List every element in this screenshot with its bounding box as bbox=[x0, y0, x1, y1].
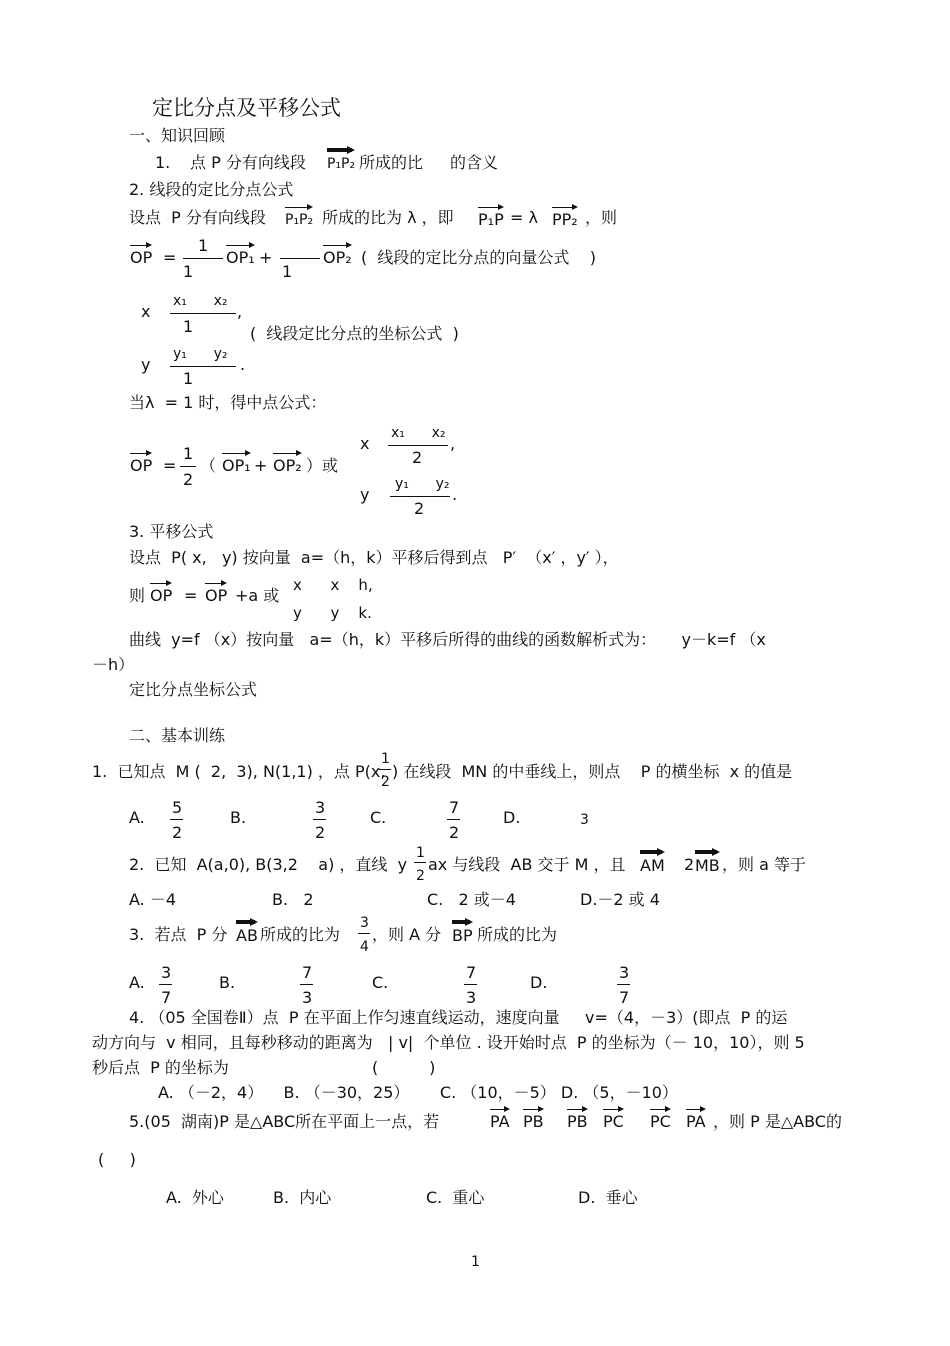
fraction-numerator: x₁ x₂ bbox=[173, 293, 228, 309]
vector-bp: BP bbox=[452, 926, 473, 945]
fraction-denominator: 7 bbox=[619, 988, 630, 1007]
vector-pb: PB bbox=[523, 1112, 544, 1131]
fraction-bar bbox=[390, 496, 450, 497]
item3-heading: 3. 平移公式 bbox=[129, 522, 214, 541]
q4-line3: 秒后点 P 的坐标为 bbox=[92, 1058, 229, 1077]
fraction-denominator: 2 bbox=[381, 774, 390, 790]
q1-text-a: 1. 已知点 M ( 2, 3), N(1,1) ，点 P(x, bbox=[92, 762, 386, 781]
item1-number: 1. bbox=[155, 153, 171, 172]
def-text-a: 设点 P 分有向线段 bbox=[129, 208, 266, 227]
item1-text: 点 P 分有向线段 bbox=[190, 153, 306, 172]
var-y: y bbox=[141, 355, 151, 374]
vector-mb: MB bbox=[695, 856, 720, 875]
page-title: 定比分点及平移公式 bbox=[152, 96, 341, 120]
fraction-bar bbox=[183, 258, 223, 259]
item1-text-2: 所成的比 bbox=[359, 153, 424, 172]
fraction-denominator: 2 bbox=[315, 823, 326, 842]
q2-text-c: ，则 a 等于 bbox=[722, 855, 806, 874]
translation-then: 则 bbox=[129, 586, 146, 605]
def-text-d: ，则 bbox=[585, 208, 618, 227]
var-y: y bbox=[360, 485, 370, 504]
fraction-bar bbox=[447, 819, 460, 820]
period: . bbox=[240, 355, 246, 374]
q1-text-b: ) 在线段 MN 的中垂线上，则点 P 的横坐标 x 的值是 bbox=[392, 762, 793, 781]
q4-line2: 动方向与 v 相同，且每秒移动的距离为 | v| 个单位 . 设开始时点 P 的坐标为（－ 10，10），则 5 bbox=[92, 1033, 805, 1052]
q1-option-c-label: C. bbox=[370, 808, 387, 827]
section-note: 定比分点坐标公式 bbox=[129, 680, 258, 699]
q5-text-a: 5.(05 湖南)P 是△ABC所在平面上一点，若 bbox=[129, 1112, 440, 1131]
fraction-denominator: 2 bbox=[449, 823, 460, 842]
comma: , bbox=[237, 302, 243, 321]
fraction-denominator: 1 bbox=[282, 262, 293, 281]
fraction-bar bbox=[180, 466, 196, 467]
vector-pp2: PP₂ bbox=[552, 210, 578, 229]
answer-paren: ( ) bbox=[98, 1150, 136, 1169]
fraction-bar bbox=[159, 984, 172, 985]
q2-text-a: 2. 已知 A(a,0), B(3,2 a) ，直线 y bbox=[129, 855, 408, 874]
section-heading-training: 二、基本训练 bbox=[129, 726, 226, 745]
translation-system-y: y y k. bbox=[293, 604, 372, 622]
q5-option-c: C. 重心 bbox=[426, 1188, 485, 1207]
q2-option-d: D.－2 或 4 bbox=[580, 890, 660, 909]
fraction-numerator: 3 bbox=[619, 963, 630, 982]
fraction-bar bbox=[313, 819, 326, 820]
fraction-numerator: 3 bbox=[315, 798, 326, 817]
fraction-denominator: 2 bbox=[172, 823, 183, 842]
q5-text-b: ，则 P 是△ABC的 bbox=[713, 1112, 842, 1131]
fraction-bar bbox=[358, 933, 370, 934]
def-text-c: = λ bbox=[510, 208, 538, 227]
vector-op1: OP₁ bbox=[226, 248, 255, 267]
fraction-bar bbox=[379, 769, 391, 770]
vector-p1p2: P₁P₂ bbox=[327, 156, 356, 172]
fraction-numerator: 7 bbox=[449, 798, 460, 817]
q5-option-a: A. 外心 bbox=[166, 1188, 224, 1207]
fraction-denominator: 2 bbox=[414, 499, 425, 518]
vector-op: OP bbox=[205, 586, 228, 605]
vector-pb: PB bbox=[567, 1112, 588, 1131]
left-paren: （ bbox=[200, 456, 217, 475]
q1-option-a-label: A. bbox=[129, 808, 145, 827]
q4-line1: 4. （05 全国卷Ⅱ）点 P 在平面上作匀速直线运动，速度向量 v=（4，－3）(即点 P 的运 bbox=[129, 1008, 788, 1027]
var-x: x bbox=[360, 434, 370, 453]
vector-am: AM bbox=[640, 856, 665, 875]
var-x: x bbox=[141, 302, 151, 321]
section-heading-review: 一、知识回顾 bbox=[129, 126, 226, 145]
fraction-bar bbox=[280, 258, 320, 259]
fraction-numerator: y₁ y₂ bbox=[395, 476, 450, 492]
q2-text-b: ax 与线段 AB 交于 M ，且 bbox=[428, 855, 626, 874]
vector-pa: PA bbox=[490, 1112, 510, 1131]
fraction-bar bbox=[464, 984, 477, 985]
q2-option-a: A. －4 bbox=[129, 890, 177, 909]
fraction-bar bbox=[170, 313, 236, 314]
fraction-numerator: 1 bbox=[198, 236, 209, 255]
equals-sign: = bbox=[184, 586, 198, 605]
coordinate-formula-note: ( 线段定比分点的坐标公式 ) bbox=[250, 324, 459, 343]
vector-ab: AB bbox=[236, 926, 258, 945]
fraction-numerator: 1 bbox=[416, 845, 425, 861]
vector-op1: OP₁ bbox=[222, 456, 251, 475]
fraction-bar bbox=[170, 819, 183, 820]
q2-coefficient: 2 bbox=[684, 855, 695, 874]
vector-pa: PA bbox=[686, 1112, 706, 1131]
fraction-denominator: 2 bbox=[416, 868, 425, 884]
fraction-numerator: 7 bbox=[302, 963, 313, 982]
q5-option-d: D. 垂心 bbox=[578, 1188, 638, 1207]
q5-option-b: B. 内心 bbox=[273, 1188, 332, 1207]
translation-system-x: x x h, bbox=[293, 576, 373, 594]
fraction-bar bbox=[300, 984, 313, 985]
q3-text-c: ，则 A 分 bbox=[372, 925, 442, 944]
fraction-bar bbox=[617, 984, 630, 985]
plus-sign: + bbox=[254, 456, 268, 475]
equals-sign: = bbox=[163, 248, 177, 267]
formula-note: ( 线段的定比分点的向量公式 ) bbox=[361, 248, 597, 267]
vector-op-prime: OP bbox=[150, 586, 173, 605]
q3-option-b-label: B. bbox=[219, 973, 236, 992]
fraction-denominator: 7 bbox=[161, 988, 172, 1007]
q3-text-b: 所成的比为 bbox=[260, 925, 341, 944]
fraction-numerator: 1 bbox=[183, 444, 194, 463]
vector-op: OP bbox=[130, 248, 153, 267]
curve-translation-line1: 曲线 y=f （x）按向量 a=（h，k）平移后所得的曲线的函数解析式为： y－k=f （x bbox=[129, 630, 766, 649]
vector-op: OP bbox=[130, 456, 153, 475]
curve-translation-line2: －h） bbox=[92, 655, 135, 674]
fraction-denominator: 3 bbox=[302, 988, 313, 1007]
def-text-b: 所成的比为 λ ，即 bbox=[322, 208, 454, 227]
fraction-denominator: 1 bbox=[183, 317, 194, 336]
fraction-numerator: x₁ x₂ bbox=[391, 425, 446, 441]
fraction-bar bbox=[414, 862, 426, 863]
vector-op2: OP₂ bbox=[323, 248, 352, 267]
q1-option-d-value: 3 bbox=[580, 812, 589, 828]
q3-text-d: 所成的比为 bbox=[477, 925, 558, 944]
fraction-numerator: 5 bbox=[172, 798, 183, 817]
q3-option-d-label: D. bbox=[530, 973, 548, 992]
vector-op2: OP₂ bbox=[273, 456, 302, 475]
fraction-numerator: 7 bbox=[466, 963, 477, 982]
plus-sign: + bbox=[259, 248, 273, 267]
fraction-denominator: 3 bbox=[466, 988, 477, 1007]
q3-option-a-label: A. bbox=[129, 973, 145, 992]
fraction-denominator: 1 bbox=[183, 369, 194, 388]
vector-pc: PC bbox=[650, 1112, 671, 1131]
plus-a-or: +a 或 bbox=[235, 586, 280, 605]
q3-option-c-label: C. bbox=[372, 973, 389, 992]
vector-pc: PC bbox=[603, 1112, 624, 1131]
fraction-denominator: 4 bbox=[360, 939, 369, 955]
fraction-numerator: 1 bbox=[381, 751, 390, 767]
q1-option-b-label: B. bbox=[230, 808, 247, 827]
translation-line1: 设点 P( x, y) 按向量 a=（h，k）平移后得到点 P′ （x′ ，y′ ）， bbox=[129, 548, 619, 567]
comma: , bbox=[450, 434, 456, 453]
q2-option-b: B. 2 bbox=[272, 890, 314, 909]
vector-p1p: P₁P bbox=[478, 210, 504, 229]
fraction-numerator: 3 bbox=[360, 915, 369, 931]
midpoint-or: ）或 bbox=[306, 456, 339, 475]
q3-text-a: 3. 若点 P 分 bbox=[129, 925, 228, 944]
q2-option-c: C. 2 或－4 bbox=[427, 890, 516, 909]
page-number: 1 bbox=[471, 1254, 480, 1270]
answer-paren: ( ) bbox=[372, 1058, 436, 1077]
item1-text-3: 的含义 bbox=[450, 153, 499, 172]
item2-heading: 2. 线段的定比分点公式 bbox=[129, 180, 294, 199]
fraction-denominator: 2 bbox=[183, 470, 194, 489]
fraction-numerator: 3 bbox=[161, 963, 172, 982]
vector-p1p2: P₁P₂ bbox=[285, 212, 314, 228]
q1-option-d-label: D. bbox=[503, 808, 521, 827]
fraction-numerator: y₁ y₂ bbox=[173, 346, 228, 362]
q4-options: A. （－2，4） B. （－30，25） C. （10，－5） D. （5，－10） bbox=[158, 1083, 678, 1102]
period: . bbox=[452, 485, 458, 504]
fraction-denominator: 1 bbox=[183, 262, 194, 281]
fraction-bar bbox=[388, 445, 448, 446]
fraction-denominator: 2 bbox=[412, 448, 423, 467]
equals-sign: = bbox=[163, 456, 177, 475]
midpoint-intro: 当λ = 1 时，得中点公式： bbox=[129, 393, 327, 412]
fraction-bar bbox=[170, 366, 236, 367]
